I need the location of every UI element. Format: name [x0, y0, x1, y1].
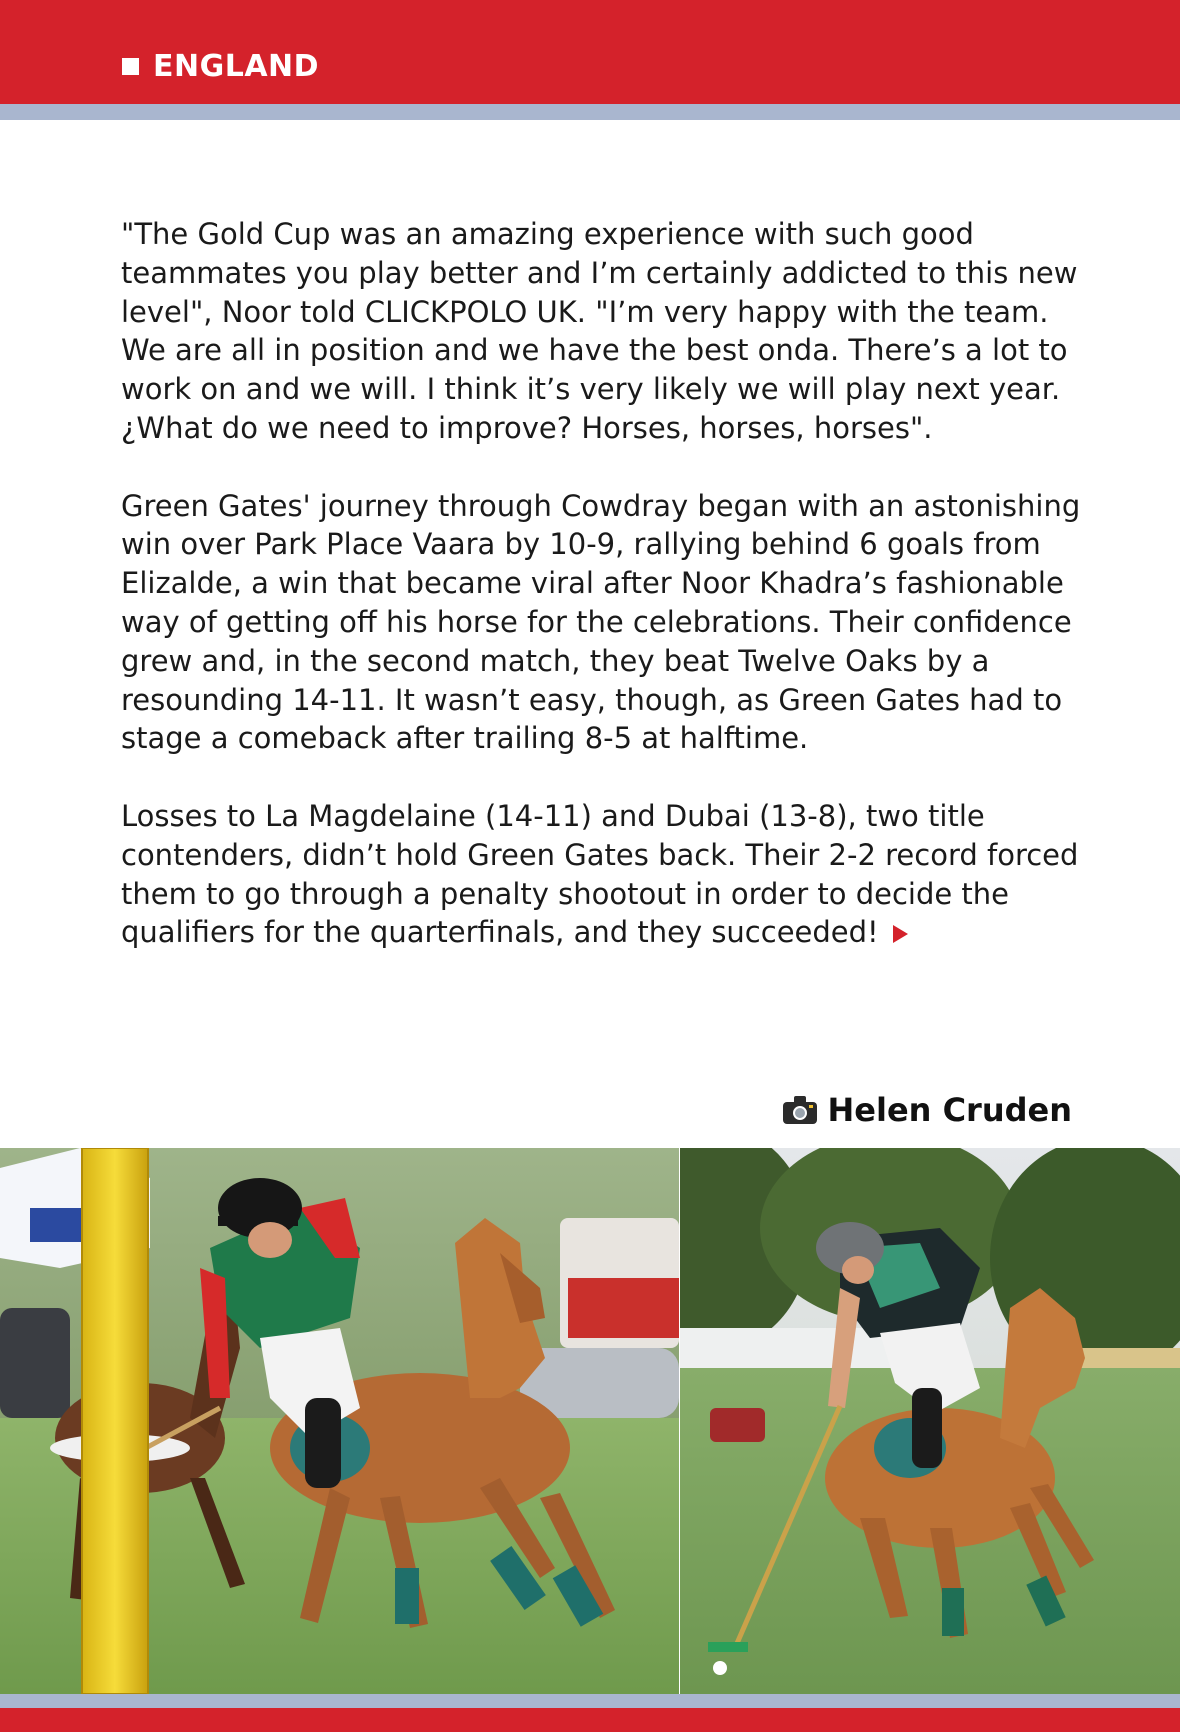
footer-stripe: [0, 1694, 1180, 1708]
polo-action-photo-right: [680, 1148, 1180, 1694]
camera-icon: [783, 1095, 817, 1125]
triangle-right-icon: [893, 925, 908, 943]
article-body: [121, 215, 1081, 952]
article-paragraph-3: [121, 797, 1081, 952]
bottom-footer-bar: [0, 1708, 1180, 1732]
polo-action-photo-left: [0, 1148, 679, 1694]
section-label-text: ENGLAND: [153, 48, 320, 84]
article-paragraph-3-text: Losses to La Magdelaine (14-11) and Dubai (13-8), two title contenders, didn’t hold Green Gates back. Their 2-2 record forced them to go through a penalty shootout in order to decide the qualifiers for the quarterfinals, and they succeeded!: [121, 798, 1079, 950]
section-label: [122, 46, 319, 86]
article-paragraph-2: Green Gates' journey through Cowdray began with an astonishing win over Park Place Vaara by 10-9, rallying behind 6 goals from Elizalde, a win that became viral after Noor Khadra’s fashionable way of getting off his horse for the celebrations. Their confidence grew and, in the second match, they beat Twelve Oaks by a resounding 14-11. It wasn’t easy, though, as Green Gates had to stage a comeback after trailing 8-5 at halftime.: [121, 488, 1081, 756]
square-bullet-icon: [122, 58, 139, 75]
header-stripe: [0, 104, 1180, 120]
photo-credit-name: Helen Cruden: [827, 1091, 1072, 1129]
photo-credit: [783, 1088, 1072, 1132]
article-paragraph-1: "The Gold Cup was an amazing experience with such good teammates you play better and I’m certainly addicted to this new level", Noor told CLICKPOLO UK. "I’m very happy with the team. We are all in position and we have the best onda. There’s a lot to work on and we will. I think it’s very likely we will play next year. ¿What do we need to improve? Horses, horses, horses".: [121, 217, 1078, 445]
